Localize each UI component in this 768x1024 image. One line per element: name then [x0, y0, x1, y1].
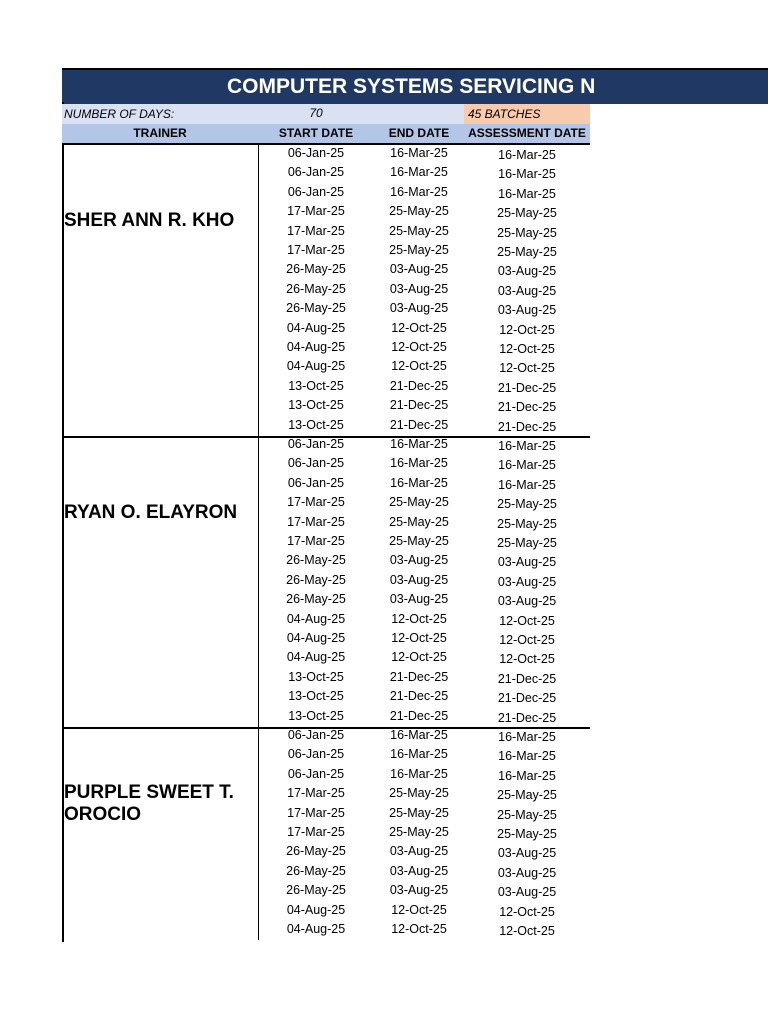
table-row — [62, 475, 590, 494]
table-row — [62, 727, 590, 746]
end-date-cell[interactable]: 25-May-25 — [389, 825, 449, 839]
start-date-cell[interactable]: 04-Aug-25 — [286, 650, 346, 665]
end-date-cell[interactable]: 03-Aug-25 — [389, 883, 449, 898]
end-date-cell[interactable]: 12-Oct-25 — [391, 320, 447, 335]
start-date-cell[interactable]: 17-Mar-25 — [287, 243, 345, 257]
assessment-date-cell[interactable]: 21-Dec-25 — [497, 710, 557, 725]
assessment-date-cell[interactable]: 16-Mar-25 — [498, 148, 556, 162]
trainer-name[interactable]: SHER ANN R. KHO — [64, 210, 235, 231]
assessment-date-cell[interactable]: 21-Dec-25 — [497, 419, 557, 434]
start-date-cell[interactable]: 06-Jan-25 — [287, 184, 345, 199]
assessment-date-cell[interactable]: 12-Oct-25 — [499, 904, 555, 919]
table-row — [62, 766, 590, 785]
start-date-cell[interactable]: 06-Jan-25 — [287, 747, 345, 762]
assessment-date-cell[interactable]: 03-Aug-25 — [497, 865, 557, 880]
end-date-cell[interactable]: 21-Dec-25 — [389, 378, 449, 393]
end-date-cell[interactable]: 03-Aug-25 — [389, 553, 449, 568]
table-row — [62, 203, 590, 222]
start-date-cell[interactable]: 13-Oct-25 — [288, 398, 344, 413]
table-row — [62, 436, 590, 455]
table-row — [62, 300, 590, 319]
table-row — [62, 746, 590, 765]
start-date-cell[interactable]: 26-May-25 — [286, 262, 346, 277]
start-date-cell[interactable]: 26-May-25 — [286, 553, 346, 568]
number-of-days-label: NUMBER OF DAYS: — [64, 107, 175, 121]
table-row — [62, 572, 590, 591]
assessment-date-cell[interactable]: 21-Dec-25 — [497, 691, 557, 706]
table-row — [62, 824, 590, 843]
table-row — [62, 339, 590, 358]
start-date-cell[interactable]: 04-Aug-25 — [286, 359, 346, 374]
table-row — [62, 261, 590, 280]
assessment-date-cell[interactable]: 03-Aug-25 — [497, 594, 557, 609]
number-of-days-row — [62, 104, 590, 124]
table-row — [62, 378, 590, 397]
table-row — [62, 688, 590, 707]
start-date-cell[interactable]: 17-Mar-25 — [287, 223, 345, 238]
table-row — [62, 552, 590, 571]
start-date-cell[interactable]: 13-Oct-25 — [288, 708, 344, 723]
assessment-date-cell[interactable]: 12-Oct-25 — [499, 361, 555, 376]
title-bar — [62, 68, 768, 104]
table-row — [62, 184, 590, 203]
assessment-date-cell[interactable]: 03-Aug-25 — [497, 846, 557, 861]
start-date-cell[interactable]: 26-May-25 — [286, 281, 346, 296]
assessment-date-cell[interactable]: 03-Aug-25 — [497, 264, 557, 279]
end-date-cell[interactable]: 16-Mar-25 — [390, 728, 448, 742]
end-date-cell[interactable]: 21-Dec-25 — [389, 669, 449, 684]
assessment-date-cell[interactable]: 03-Aug-25 — [497, 885, 557, 900]
assessment-date-cell[interactable]: 25-May-25 — [497, 807, 557, 822]
start-date-cell[interactable]: 26-May-25 — [286, 844, 346, 859]
start-date-cell[interactable]: 06-Jan-25 — [287, 728, 345, 742]
end-date-cell[interactable]: 16-Mar-25 — [390, 747, 448, 762]
table-row — [62, 242, 590, 261]
start-date-cell[interactable]: 06-Jan-25 — [287, 766, 345, 781]
start-date-cell[interactable]: 26-May-25 — [286, 883, 346, 898]
assessment-date-cell[interactable]: 25-May-25 — [497, 206, 557, 221]
assessment-date-cell[interactable]: 16-Mar-25 — [498, 439, 556, 453]
start-date-cell[interactable]: 04-Aug-25 — [286, 611, 346, 626]
start-date-cell[interactable]: 13-Oct-25 — [288, 689, 344, 704]
end-date-cell[interactable]: 03-Aug-25 — [389, 301, 449, 316]
trainer-name[interactable]: PURPLE SWEET T. OROCIO — [64, 782, 234, 825]
end-date-cell[interactable]: 16-Mar-25 — [390, 146, 448, 160]
table-row — [62, 882, 590, 901]
assessment-date-cell[interactable]: 16-Mar-25 — [498, 749, 556, 764]
end-date-cell[interactable]: 25-May-25 — [389, 786, 449, 801]
start-date-cell[interactable]: 13-Oct-25 — [288, 417, 344, 432]
assessment-date-cell[interactable]: 12-Oct-25 — [499, 633, 555, 647]
table-row — [62, 494, 590, 513]
table-row — [62, 863, 590, 882]
end-date-cell[interactable]: 16-Mar-25 — [390, 475, 448, 490]
table-row — [62, 455, 590, 474]
start-date-cell[interactable]: 17-Mar-25 — [287, 825, 345, 839]
end-date-cell[interactable]: 25-May-25 — [389, 534, 449, 548]
assessment-date-cell[interactable]: 21-Dec-25 — [497, 380, 557, 395]
sheet-title: COMPUTER SYSTEMS SERVICING N — [227, 75, 596, 98]
end-date-cell[interactable]: 21-Dec-25 — [389, 708, 449, 723]
header-trainer: TRAINER — [133, 126, 187, 140]
start-date-cell[interactable]: 13-Oct-25 — [288, 378, 344, 393]
assessment-date-cell[interactable]: 12-Oct-25 — [499, 613, 555, 628]
table-row — [62, 649, 590, 668]
trainer-name[interactable]: RYAN O. ELAYRON — [64, 502, 238, 523]
start-date-cell[interactable]: 06-Jan-25 — [287, 146, 345, 160]
table-row — [62, 164, 590, 183]
start-date-cell[interactable]: 26-May-25 — [286, 301, 346, 316]
start-date-cell[interactable]: 04-Aug-25 — [286, 320, 346, 335]
header-start-date: START DATE — [278, 126, 354, 140]
end-date-cell[interactable]: 25-May-25 — [389, 514, 449, 529]
assessment-date-cell[interactable]: 25-May-25 — [497, 536, 557, 550]
table-header — [62, 124, 590, 145]
number-of-days-value[interactable]: 70 — [309, 106, 323, 120]
end-date-cell[interactable]: 25-May-25 — [389, 223, 449, 238]
header-assessment-date: ASSESSMENT DATE — [468, 126, 586, 140]
start-date-cell[interactable]: 26-May-25 — [286, 592, 346, 607]
end-date-cell[interactable]: 03-Aug-25 — [389, 863, 449, 878]
table-row — [62, 669, 590, 688]
assessment-date-cell[interactable]: 16-Mar-25 — [498, 186, 556, 201]
table-row — [62, 611, 590, 630]
start-date-cell[interactable]: 26-May-25 — [286, 863, 346, 878]
table-row — [62, 417, 590, 436]
end-date-cell[interactable]: 21-Dec-25 — [389, 398, 449, 413]
start-date-cell[interactable]: 17-Mar-25 — [287, 204, 345, 219]
assessment-date-cell[interactable]: 16-Mar-25 — [498, 167, 556, 182]
assessment-date-cell[interactable]: 16-Mar-25 — [498, 768, 556, 783]
table-row — [62, 630, 590, 649]
end-date-cell[interactable]: 12-Oct-25 — [391, 340, 447, 354]
end-date-cell[interactable]: 25-May-25 — [389, 204, 449, 219]
batches-count[interactable]: 45 BATCHES — [464, 104, 590, 124]
start-date-cell[interactable]: 26-May-25 — [286, 572, 346, 587]
table-row — [62, 514, 590, 533]
trainer-block — [62, 436, 590, 727]
start-date-cell[interactable]: 06-Jan-25 — [287, 437, 345, 451]
table-row — [62, 591, 590, 610]
start-date-cell[interactable]: 17-Mar-25 — [287, 534, 345, 548]
start-date-cell[interactable]: 06-Jan-25 — [287, 165, 345, 180]
table-row — [62, 805, 590, 824]
assessment-date-cell[interactable]: 16-Mar-25 — [498, 730, 556, 744]
end-date-cell[interactable]: 12-Oct-25 — [391, 631, 447, 645]
header-end-date: END DATE — [388, 126, 450, 140]
table-row — [62, 223, 590, 242]
end-date-cell[interactable]: 03-Aug-25 — [389, 572, 449, 587]
end-date-cell[interactable]: 25-May-25 — [389, 805, 449, 820]
start-date-cell[interactable]: 13-Oct-25 — [288, 669, 344, 684]
trainer-block — [62, 727, 590, 940]
assessment-date-cell[interactable]: 25-May-25 — [497, 497, 557, 512]
start-date-cell[interactable]: 04-Aug-25 — [286, 340, 346, 354]
end-date-cell[interactable]: 16-Mar-25 — [390, 437, 448, 451]
end-date-cell[interactable]: 03-Aug-25 — [389, 844, 449, 859]
assessment-date-cell[interactable]: 12-Oct-25 — [499, 322, 555, 337]
assessment-date-cell[interactable]: 03-Aug-25 — [497, 574, 557, 589]
assessment-date-cell[interactable]: 21-Dec-25 — [497, 400, 557, 415]
start-date-cell[interactable]: 17-Mar-25 — [287, 514, 345, 529]
start-date-cell[interactable]: 06-Jan-25 — [287, 475, 345, 490]
end-date-cell[interactable]: 21-Dec-25 — [389, 417, 449, 432]
table-row — [62, 397, 590, 416]
assessment-date-cell[interactable]: 16-Mar-25 — [498, 477, 556, 492]
end-date-cell[interactable]: 16-Mar-25 — [390, 184, 448, 199]
end-date-cell[interactable]: 03-Aug-25 — [389, 262, 449, 277]
table-row — [62, 785, 590, 804]
end-date-cell[interactable]: 16-Mar-25 — [390, 766, 448, 781]
table-row — [62, 320, 590, 339]
assessment-date-cell[interactable]: 21-Dec-25 — [497, 671, 557, 686]
end-date-cell[interactable]: 25-May-25 — [389, 495, 449, 510]
assessment-date-cell[interactable]: 25-May-25 — [497, 827, 557, 841]
table-row — [62, 145, 590, 164]
assessment-date-cell[interactable]: 12-Oct-25 — [499, 652, 555, 667]
table-row — [62, 533, 590, 552]
start-date-cell[interactable]: 17-Mar-25 — [287, 495, 345, 510]
end-date-cell[interactable]: 12-Oct-25 — [391, 922, 447, 936]
table-row — [62, 708, 590, 727]
assessment-date-cell[interactable]: 03-Aug-25 — [497, 283, 557, 298]
table-row — [62, 921, 590, 940]
assessment-date-cell[interactable]: 12-Oct-25 — [499, 342, 555, 356]
start-date-cell[interactable]: 17-Mar-25 — [287, 805, 345, 820]
table-row — [62, 843, 590, 862]
end-date-cell[interactable]: 03-Aug-25 — [389, 281, 449, 296]
end-date-cell[interactable]: 25-May-25 — [389, 243, 449, 257]
start-date-cell[interactable]: 06-Jan-25 — [287, 456, 345, 471]
table-row — [62, 281, 590, 300]
assessment-date-cell[interactable]: 25-May-25 — [497, 516, 557, 531]
assessment-date-cell[interactable]: 25-May-25 — [497, 245, 557, 259]
assessment-date-cell[interactable]: 25-May-25 — [497, 225, 557, 240]
assessment-date-cell[interactable]: 16-Mar-25 — [498, 458, 556, 473]
trainer-block — [62, 145, 590, 436]
end-date-cell[interactable]: 21-Dec-25 — [389, 689, 449, 704]
assessment-date-cell[interactable]: 03-Aug-25 — [497, 555, 557, 570]
assessment-date-cell[interactable]: 12-Oct-25 — [499, 924, 555, 938]
start-date-cell[interactable]: 17-Mar-25 — [287, 786, 345, 801]
start-date-cell[interactable]: 04-Aug-25 — [286, 902, 346, 917]
end-date-cell[interactable]: 16-Mar-25 — [390, 165, 448, 180]
assessment-date-cell[interactable]: 25-May-25 — [497, 788, 557, 803]
table-row — [62, 902, 590, 921]
end-date-cell[interactable]: 03-Aug-25 — [389, 592, 449, 607]
end-date-cell[interactable]: 12-Oct-25 — [391, 359, 447, 374]
end-date-cell[interactable]: 12-Oct-25 — [391, 650, 447, 665]
assessment-date-cell[interactable]: 03-Aug-25 — [497, 303, 557, 318]
start-date-cell[interactable]: 04-Aug-25 — [286, 922, 346, 936]
end-date-cell[interactable]: 16-Mar-25 — [390, 456, 448, 471]
start-date-cell[interactable]: 04-Aug-25 — [286, 631, 346, 645]
table-row — [62, 358, 590, 377]
end-date-cell[interactable]: 12-Oct-25 — [391, 611, 447, 626]
end-date-cell[interactable]: 12-Oct-25 — [391, 902, 447, 917]
